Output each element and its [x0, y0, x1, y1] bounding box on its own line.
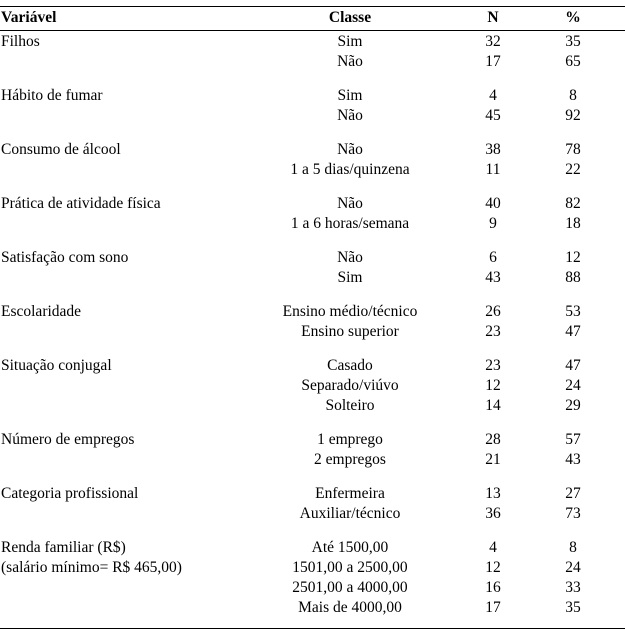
cell-classe: Até 1500,00 [311, 539, 389, 556]
cell-pct: 12 [565, 249, 581, 266]
cell-n: 12 [485, 377, 501, 394]
cell-classe: 1 emprego [317, 431, 383, 448]
cell-n: 4 [489, 539, 497, 556]
cell-pct: 18 [565, 215, 581, 232]
cell-variavel: Situação conjugal [1, 357, 112, 374]
cell-n: 14 [485, 397, 501, 414]
cell-classe: Não [337, 195, 363, 212]
cell-variavel: Hábito de fumar [1, 87, 103, 104]
cell-n: 45 [485, 107, 501, 124]
cell-classe: 1501,00 a 2500,00 [292, 559, 408, 576]
cell-n: 40 [485, 195, 501, 212]
cell-n: 21 [485, 451, 501, 468]
cell-pct: 82 [565, 195, 581, 212]
cell-classe: Não [337, 249, 363, 266]
cell-pct: 53 [565, 303, 581, 320]
cell-variavel: (salário mínimo= R$ 465,00) [1, 559, 182, 576]
cell-n: 28 [485, 431, 501, 448]
cell-pct: 78 [565, 141, 581, 158]
cell-pct: 24 [565, 559, 581, 576]
cell-classe: 1 a 5 dias/quinzena [290, 161, 410, 178]
cell-classe: Não [337, 107, 363, 124]
cell-classe: Solteiro [325, 397, 375, 414]
cell-n: 26 [485, 303, 501, 320]
bottom-rule [0, 628, 625, 629]
cell-variavel: Satisfação com sono [1, 249, 129, 266]
cell-classe: Casado [327, 357, 373, 374]
cell-n: 13 [485, 485, 501, 502]
cell-pct: 47 [565, 323, 581, 340]
cell-classe: Enfermeira [315, 485, 385, 502]
cell-pct: 35 [565, 33, 581, 50]
cell-classe: Ensino superior [301, 323, 399, 340]
cell-n: 23 [485, 323, 501, 340]
cell-pct: 88 [565, 269, 581, 286]
cell-classe: Não [337, 141, 363, 158]
cell-pct: 29 [565, 397, 581, 414]
cell-pct: 35 [565, 599, 581, 616]
cell-pct: 57 [565, 431, 581, 448]
cell-pct: 24 [565, 377, 581, 394]
cell-n: 6 [489, 249, 497, 266]
cell-classe: Sim [337, 269, 363, 286]
cell-classe: Sim [337, 33, 363, 50]
cell-pct: 43 [565, 451, 581, 468]
cell-variavel: Categoria profissional [1, 485, 139, 502]
cell-classe: 1 a 6 horas/semana [290, 215, 410, 232]
cell-n: 17 [485, 599, 501, 616]
top-rule [0, 6, 625, 7]
cell-classe: Ensino médio/técnico [282, 303, 418, 320]
cell-pct: 33 [565, 579, 581, 596]
cell-classe: Não [337, 53, 363, 70]
cell-pct: 65 [565, 53, 581, 70]
cell-n: 36 [485, 505, 501, 522]
cell-classe: 2501,00 a 4000,00 [292, 579, 408, 596]
cell-n: 16 [485, 579, 501, 596]
cell-n: 9 [489, 215, 497, 232]
cell-n: 11 [485, 161, 501, 178]
cell-pct: 22 [565, 161, 581, 178]
cell-n: 17 [485, 53, 501, 70]
cell-n: 12 [485, 559, 501, 576]
cell-pct: 73 [565, 505, 581, 522]
cell-n: 4 [489, 87, 497, 104]
header-rule [0, 30, 625, 31]
header-classe: Classe [328, 9, 372, 26]
cell-pct: 8 [569, 539, 577, 556]
cell-classe: 2 empregos [314, 451, 386, 468]
cell-variavel: Prática de atividade física [1, 195, 161, 212]
cell-n: 32 [485, 33, 501, 50]
header-variavel: Variável [1, 9, 57, 26]
cell-variavel: Renda familiar (R$) [1, 539, 126, 556]
cell-pct: 27 [565, 485, 581, 502]
cell-classe: Mais de 4000,00 [298, 599, 402, 616]
cell-classe: Auxiliar/técnico [299, 505, 401, 522]
cell-n: 23 [485, 357, 501, 374]
cell-classe: Separado/viúvo [301, 377, 399, 394]
header-pct: % [565, 9, 581, 26]
cell-variavel: Filhos [1, 33, 40, 50]
cell-n: 43 [485, 269, 501, 286]
cell-n: 38 [485, 141, 501, 158]
cell-variavel: Consumo de álcool [1, 141, 121, 158]
header-n: N [487, 9, 499, 26]
cell-pct: 92 [565, 107, 581, 124]
cell-pct: 47 [565, 357, 581, 374]
cell-variavel: Escolaridade [1, 303, 82, 320]
cell-variavel: Número de empregos [1, 431, 135, 448]
cell-classe: Sim [337, 87, 363, 104]
cell-pct: 8 [569, 87, 577, 104]
